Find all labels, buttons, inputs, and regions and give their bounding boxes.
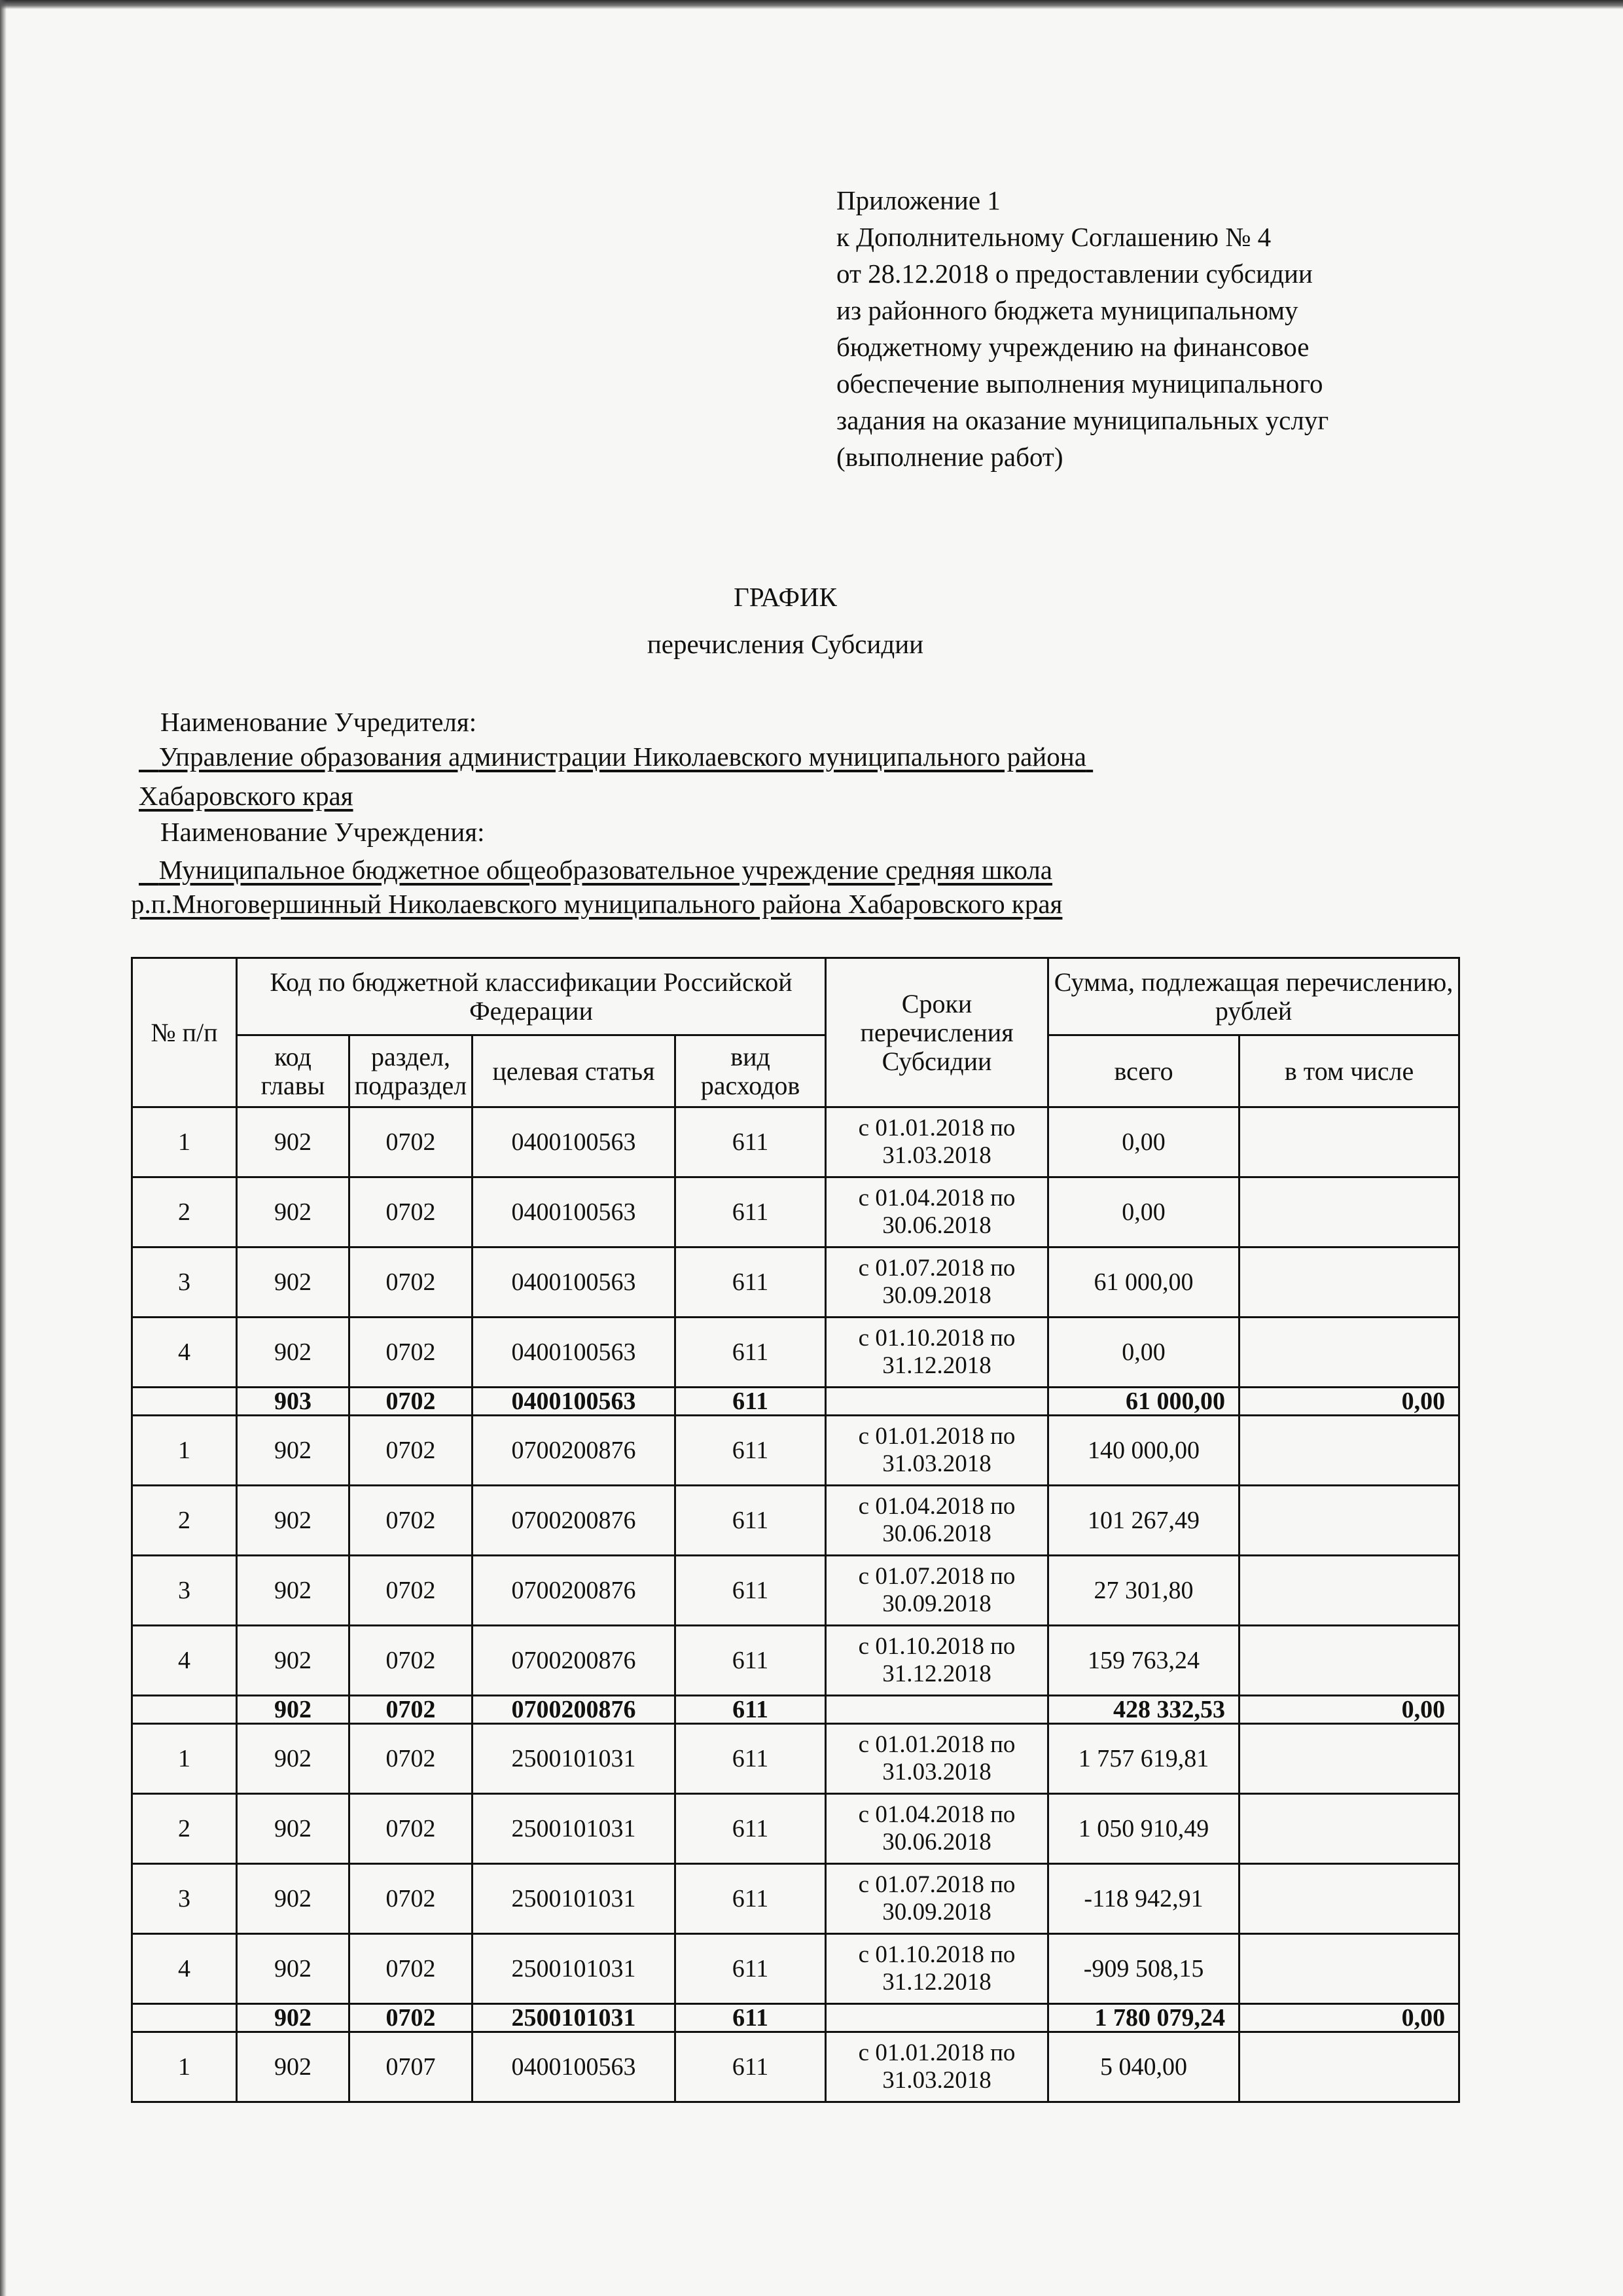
cell-incl [1240,1794,1459,1864]
cell-period [826,1388,1048,1416]
cell-section: 0702 [349,1416,473,1486]
cell-section: 0702 [349,1388,473,1416]
cell-incl: 0,00 [1240,2004,1459,2032]
cell-period: с 01.07.2018 по 30.09.2018 [826,1556,1048,1626]
cell-period: с 01.01.2018 по 31.03.2018 [826,1107,1048,1177]
table-row [132,1794,1459,1864]
cell-num: 2 [132,1486,237,1556]
cell-section: 0702 [349,1794,473,1864]
cell-section: 0702 [349,1626,473,1696]
cell-incl [1240,1416,1459,1486]
cell-total: 1 757 619,81 [1048,1724,1240,1794]
cell-period: с 01.07.2018 по 30.09.2018 [826,1864,1048,1934]
cell-target: 0700200876 [473,1626,675,1696]
appendix-line: от 28.12.2018 о предоставлении субсидии [836,259,1313,289]
cell-section: 0702 [349,1724,473,1794]
cell-target: 2500101031 [473,1934,675,2004]
cell-total: 101 267,49 [1048,1486,1240,1556]
cell-period: с 01.01.2018 по 31.03.2018 [826,2032,1048,2102]
cell-target: 0400100563 [473,1318,675,1388]
cell-expense: 611 [675,2004,826,2032]
cell-total: 140 000,00 [1048,1416,1240,1486]
cell-target: 2500101031 [473,2004,675,2032]
cell-num: 3 [132,1556,237,1626]
cell-num: 3 [132,1864,237,1934]
cell-expense: 611 [675,1626,826,1696]
cell-chapter: 903 [237,1388,349,1416]
cell-chapter: 902 [237,1107,349,1177]
cell-target: 0700200876 [473,1696,675,1724]
cell-num [132,1388,237,1416]
cell-total: -909 508,15 [1048,1934,1240,2004]
cell-total: 27 301,80 [1048,1556,1240,1626]
header-section: раздел, подраздел [349,1035,473,1107]
cell-incl [1240,1177,1459,1247]
appendix-line: к Дополнительному Соглашению № 4 [836,222,1272,252]
cell-chapter: 902 [237,2004,349,2032]
cell-target: 0700200876 [473,1486,675,1556]
cell-total: 61 000,00 [1048,1247,1240,1318]
subsidy-schedule-table [131,957,1460,2103]
cell-section: 0702 [349,2004,473,2032]
cell-period: с 01.04.2018 по 30.06.2018 [826,1177,1048,1247]
cell-section: 0702 [349,1107,473,1177]
cell-chapter: 902 [237,1177,349,1247]
cell-incl [1240,1934,1459,2004]
cell-expense: 611 [675,1416,826,1486]
appendix-line: из районного бюджета муниципальному [836,295,1298,325]
cell-target: 0400100563 [473,1177,675,1247]
cell-target: 2500101031 [473,1864,675,1934]
cell-total: 0,00 [1048,1107,1240,1177]
cell-num: 4 [132,1934,237,2004]
cell-num: 1 [132,1107,237,1177]
table-row [132,1247,1459,1318]
cell-expense: 611 [675,1724,826,1794]
cell-period: с 01.07.2018 по 30.09.2018 [826,1247,1048,1318]
table-row [132,1416,1459,1486]
document-subtitle: перечисления Субсидии [647,629,924,659]
cell-incl [1240,1318,1459,1388]
header-period: Сроки перечисления Субсидии [826,958,1048,1107]
cell-target: 0400100563 [473,1107,675,1177]
cell-section: 0707 [349,2032,473,2102]
header-chapter: код главы [237,1035,349,1107]
table-row [132,1864,1459,1934]
table-row [132,1107,1459,1177]
founder-label: Наименование Учредителя: [160,707,477,737]
cell-period: с 01.10.2018 по 31.12.2018 [826,1934,1048,2004]
cell-incl [1240,2032,1459,2102]
cell-expense: 611 [675,2032,826,2102]
cell-period: с 01.04.2018 по 30.06.2018 [826,1794,1048,1864]
cell-section: 0702 [349,1318,473,1388]
cell-section: 0702 [349,1486,473,1556]
table-row [132,1486,1459,1556]
cell-expense: 611 [675,1934,826,2004]
table-row [132,1724,1459,1794]
cell-num: 2 [132,1794,237,1864]
cell-total: 61 000,00 [1048,1388,1240,1416]
cell-expense: 611 [675,1486,826,1556]
cell-period: с 01.04.2018 по 30.06.2018 [826,1486,1048,1556]
subtotal-row [132,2004,1459,2032]
cell-incl [1240,1107,1459,1177]
cell-num: 4 [132,1626,237,1696]
cell-chapter: 902 [237,1696,349,1724]
cell-period [826,2004,1048,2032]
table-body [132,1107,1459,2102]
cell-total: 159 763,24 [1048,1626,1240,1696]
table-row [132,1556,1459,1626]
cell-chapter: 902 [237,1556,349,1626]
cell-total: 0,00 [1048,1318,1240,1388]
founder-name-line2: Хабаровского края [139,781,353,811]
appendix-line: бюджетному учреждению на финансовое [836,332,1310,362]
cell-target: 0400100563 [473,1247,675,1318]
header-kbk: Код по бюджетной классификации Российской Федерации [237,958,826,1035]
cell-section: 0702 [349,1864,473,1934]
appendix-block [836,182,1491,475]
cell-incl [1240,1626,1459,1696]
cell-section: 0702 [349,1696,473,1724]
cell-expense: 611 [675,1388,826,1416]
cell-chapter: 902 [237,1626,349,1696]
scan-edge-left [0,0,7,2296]
cell-section: 0702 [349,1934,473,2004]
cell-num [132,1696,237,1724]
cell-total: 0,00 [1048,1177,1240,1247]
cell-total: -118 942,91 [1048,1864,1240,1934]
cell-chapter: 902 [237,1724,349,1794]
cell-total: 5 040,00 [1048,2032,1240,2102]
header-expense: вид расходов [675,1035,826,1107]
header-amount: Сумма, подлежащая перечислению, рублей [1048,958,1459,1035]
appendix-line: обеспечение выполнения муниципального [836,368,1323,399]
cell-chapter: 902 [237,1794,349,1864]
cell-incl [1240,1556,1459,1626]
scan-edge-top [0,0,1623,9]
header-incl: в том числе [1240,1035,1459,1107]
cell-expense: 611 [675,1107,826,1177]
cell-chapter: 902 [237,1318,349,1388]
cell-num: 1 [132,1416,237,1486]
cell-chapter: 902 [237,1934,349,2004]
document-title: ГРАФИК [734,582,837,612]
header-num: № п/п [132,958,237,1107]
table-row [132,1626,1459,1696]
cell-incl [1240,1864,1459,1934]
subtotal-row [132,1388,1459,1416]
header-total: всего [1048,1035,1240,1107]
cell-total: 428 332,53 [1048,1696,1240,1724]
cell-expense: 611 [675,1318,826,1388]
cell-chapter: 902 [237,1247,349,1318]
founder-name-line1: Управление образования администрации Николаевского муниципального района [158,742,1086,772]
cell-total: 1 050 910,49 [1048,1794,1240,1864]
cell-num: 2 [132,1177,237,1247]
cell-incl: 0,00 [1240,1696,1459,1724]
appendix-line: задания на оказание муниципальных услуг [836,405,1329,435]
cell-period: с 01.01.2018 по 31.03.2018 [826,1416,1048,1486]
cell-num: 3 [132,1247,237,1318]
institution-name-line1: Муниципальное бюджетное общеобразовательное учреждение средняя школа [158,855,1053,885]
cell-num: 1 [132,2032,237,2102]
cell-incl [1240,1247,1459,1318]
cell-chapter: 902 [237,1416,349,1486]
cell-expense: 611 [675,1864,826,1934]
cell-total: 1 780 079,24 [1048,2004,1240,2032]
cell-period: с 01.10.2018 по 31.12.2018 [826,1626,1048,1696]
cell-expense: 611 [675,1794,826,1864]
cell-num: 1 [132,1724,237,1794]
cell-period [826,1696,1048,1724]
cell-expense: 611 [675,1177,826,1247]
cell-incl: 0,00 [1240,1388,1459,1416]
cell-expense: 611 [675,1696,826,1724]
appendix-line: (выполнение работ) [836,442,1063,472]
cell-chapter: 902 [237,2032,349,2102]
table-row [132,2032,1459,2102]
cell-period: с 01.01.2018 по 31.03.2018 [826,1724,1048,1794]
cell-expense: 611 [675,1247,826,1318]
cell-target: 0400100563 [473,2032,675,2102]
institution-label: Наименование Учреждения: [160,817,485,847]
cell-target: 2500101031 [473,1724,675,1794]
cell-chapter: 902 [237,1864,349,1934]
cell-section: 0702 [349,1177,473,1247]
cell-target: 2500101031 [473,1794,675,1864]
cell-incl [1240,1486,1459,1556]
cell-num [132,2004,237,2032]
table-row [132,1934,1459,2004]
header-target: целевая статья [473,1035,675,1107]
subtotal-row [132,1696,1459,1724]
cell-section: 0702 [349,1247,473,1318]
cell-target: 0700200876 [473,1556,675,1626]
cell-section: 0702 [349,1556,473,1626]
cell-period: с 01.10.2018 по 31.12.2018 [826,1318,1048,1388]
cell-incl [1240,1724,1459,1794]
cell-num: 4 [132,1318,237,1388]
cell-expense: 611 [675,1556,826,1626]
institution-name-line2: р.п.Многовершинный Николаевского муниципального района Хабаровского края [131,889,1063,919]
cell-target: 0700200876 [473,1416,675,1486]
appendix-line: Приложение 1 [836,185,1001,215]
cell-target: 0400100563 [473,1388,675,1416]
cell-chapter: 902 [237,1486,349,1556]
table-row [132,1318,1459,1388]
table-row [132,1177,1459,1247]
